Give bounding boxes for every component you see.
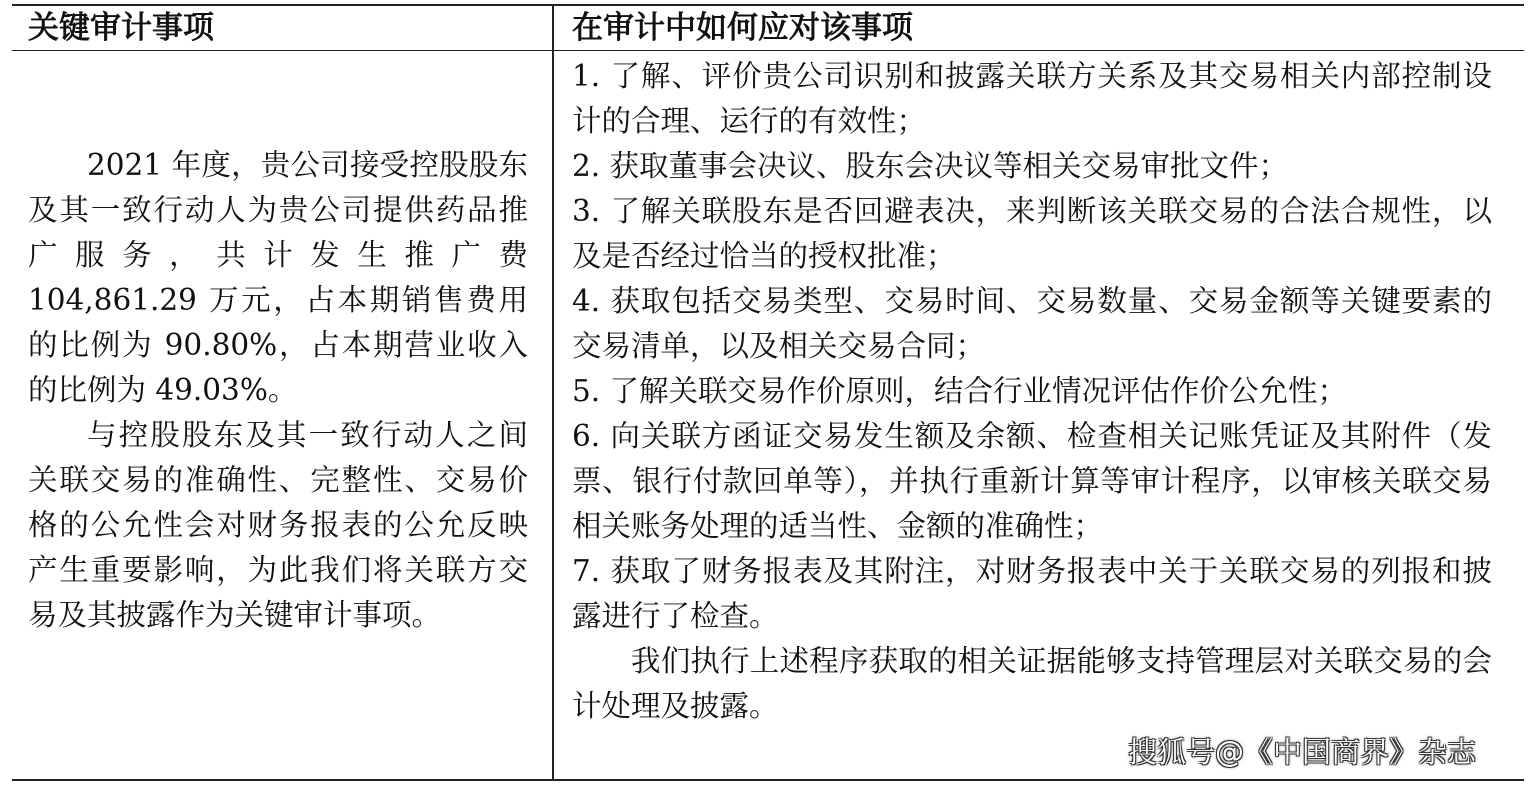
response-item-3: 3. 了解关联股东是否回避表决，来判断该关联交易的合法合规性，以及是否经过恰当的授权批准； — [572, 194, 1492, 273]
header-audit-response: 在审计中如何应对该事项 — [572, 10, 913, 46]
table-bottom-rule — [12, 779, 1524, 781]
response-conclusion: 我们执行上述程序获取的相关证据能够支持管理层对关联交易的会计处理及披露。 — [572, 644, 1492, 723]
header-key-audit-matter: 关键审计事项 — [28, 10, 214, 46]
column-divider — [552, 4, 554, 781]
sohu-watermark: 搜狐号@《中国商界》杂志 — [1128, 735, 1477, 769]
response-item-1: 1. 了解、评价贵公司识别和披露关联方关系及其交易相关内部控制设计的合理、运行的有效性； — [572, 59, 1492, 138]
response-item-7: 7. 获取了财务报表及其附注，对财务报表中关于关联交易的列报和披露进行了检查。 — [572, 554, 1492, 633]
key-audit-matter-cell — [28, 143, 528, 638]
response-item-6: 6. 向关联方函证交易发生额及余额、检查相关记账凭证及其附件（发票、银行付款回单等），并执行重新计算等审计程序，以审核关联交易相关账务处理的适当性、金额的准确性； — [572, 419, 1492, 543]
response-item-2: 2. 获取董事会决议、股东会决议等相关交易审批文件； — [572, 149, 1289, 183]
matter-paragraph-2: 与控股股东及其一致行动人之间关联交易的准确性、完整性、交易价格的公允性会对财务报表的公允反映产生重要影响，为此我们将关联方交易及其披露作为关键审计事项。 — [28, 418, 528, 632]
audit-response-cell — [572, 54, 1492, 729]
response-item-4: 4. 获取包括交易类型、交易时间、交易数量、交易金额等关键要素的交易清单，以及相关交易合同； — [572, 284, 1492, 363]
table-header-rule — [12, 50, 1524, 51]
response-item-5: 5. 了解关联交易作价原则，结合行业情况评估作价公允性； — [572, 374, 1348, 408]
matter-paragraph-1: 2021 年度，贵公司接受控股股东及其一致行动人为贵公司提供药品推广服务，共计发生推广费 104,861.29 万元，占本期销售费用的比例为 90.80%，占本期营业收入的比例为 49.03%。 — [28, 148, 528, 407]
